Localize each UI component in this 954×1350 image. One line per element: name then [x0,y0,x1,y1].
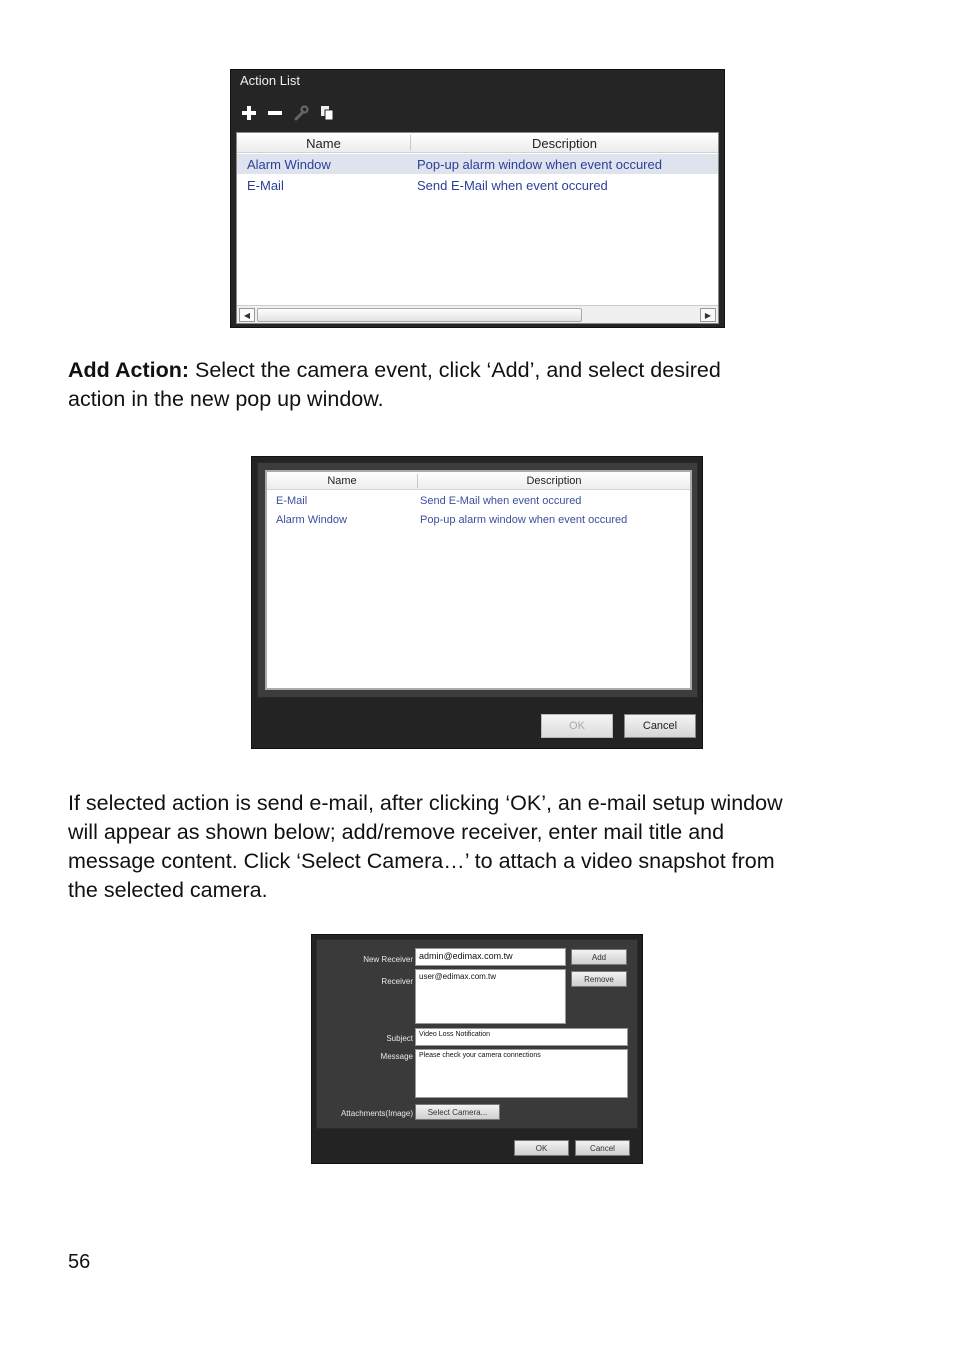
ok-button[interactable]: OK [541,714,613,738]
remove-receiver-button[interactable]: Remove [571,971,627,987]
row-name: Alarm Window [276,514,347,526]
add-action-popup-screenshot [251,456,703,749]
column-description-header[interactable]: Description [531,136,598,151]
table-row[interactable] [237,154,718,174]
horizontal-scrollbar[interactable] [237,305,718,323]
select-camera-button[interactable]: Select Camera... [415,1104,500,1120]
table-header [237,133,718,153]
action-list-toolbar [239,103,337,123]
receiver-item[interactable]: user@edimax.com.tw [419,972,497,981]
column-name-header[interactable]: Name [306,136,341,151]
action-list-title: Action List [240,73,300,88]
paragraph-text: message content. Click ‘Select Camera…’ to attach a video snapshot from [68,849,775,873]
subject-label: Subject [386,1034,413,1043]
add-action-heading: Add Action: [68,358,190,382]
table-header [267,472,690,490]
paragraph-text: will appear as shown below; add/remove receiver, enter mail title and [68,820,725,844]
row-description: Send E-Mail when event occured [417,178,608,193]
row-name: E-Mail [247,178,284,193]
cancel-button[interactable]: Cancel [575,1140,630,1156]
copy-icon[interactable] [317,103,337,123]
plus-icon[interactable] [239,103,259,123]
wrench-icon[interactable] [291,103,311,123]
paragraph-text: the selected camera. [68,878,268,902]
page-number: 56 [68,1251,91,1273]
table-row[interactable] [267,492,690,511]
ok-button[interactable]: OK [514,1140,569,1156]
row-description: Send E-Mail when event occured [420,495,582,507]
attachments-label: Attachments(Image) [340,1109,413,1118]
message-label: Message [380,1052,413,1061]
message-textarea[interactable]: Please check your camera connections [415,1049,628,1098]
row-name: Alarm Window [247,157,331,172]
scroll-left-icon[interactable]: ◀ [239,308,255,322]
popup-panel [257,462,698,698]
subject-input[interactable]: Video Loss Notification [415,1028,628,1046]
add-action-paragraph [68,356,721,414]
row-name: E-Mail [276,495,308,507]
new-receiver-input[interactable]: admin@edimax.com.tw [415,948,566,966]
action-select-table [265,470,692,690]
new-receiver-label: New Receiver [363,955,413,964]
row-description: Pop-up alarm window when event occured [420,514,628,526]
scrollbar-thumb[interactable] [257,308,582,322]
column-description-header[interactable]: Description [526,475,582,487]
add-receiver-button[interactable]: Add [571,949,627,965]
cancel-button[interactable]: Cancel [624,714,696,738]
paragraph-text: If selected action is send e-mail, after clicking ‘OK’, an e-mail setup window [68,791,783,815]
email-setup-screenshot [311,934,643,1164]
receiver-list[interactable] [415,969,566,1024]
receiver-label: Receiver [381,977,413,986]
action-list-screenshot [230,69,725,328]
table-row[interactable] [267,511,690,530]
action-list-table [236,132,719,324]
minus-icon[interactable] [265,103,285,123]
paragraph-text: Select the camera event, click ‘Add’, and select desired [189,358,721,382]
paragraph-text: action in the new pop up window. [68,387,384,411]
row-description: Pop-up alarm window when event occured [417,157,662,172]
column-name-header[interactable]: Name [327,475,357,487]
table-row[interactable] [237,175,718,195]
email-setup-paragraph [68,789,783,905]
scroll-right-icon[interactable]: ▶ [700,308,716,322]
email-form-panel [316,939,638,1129]
